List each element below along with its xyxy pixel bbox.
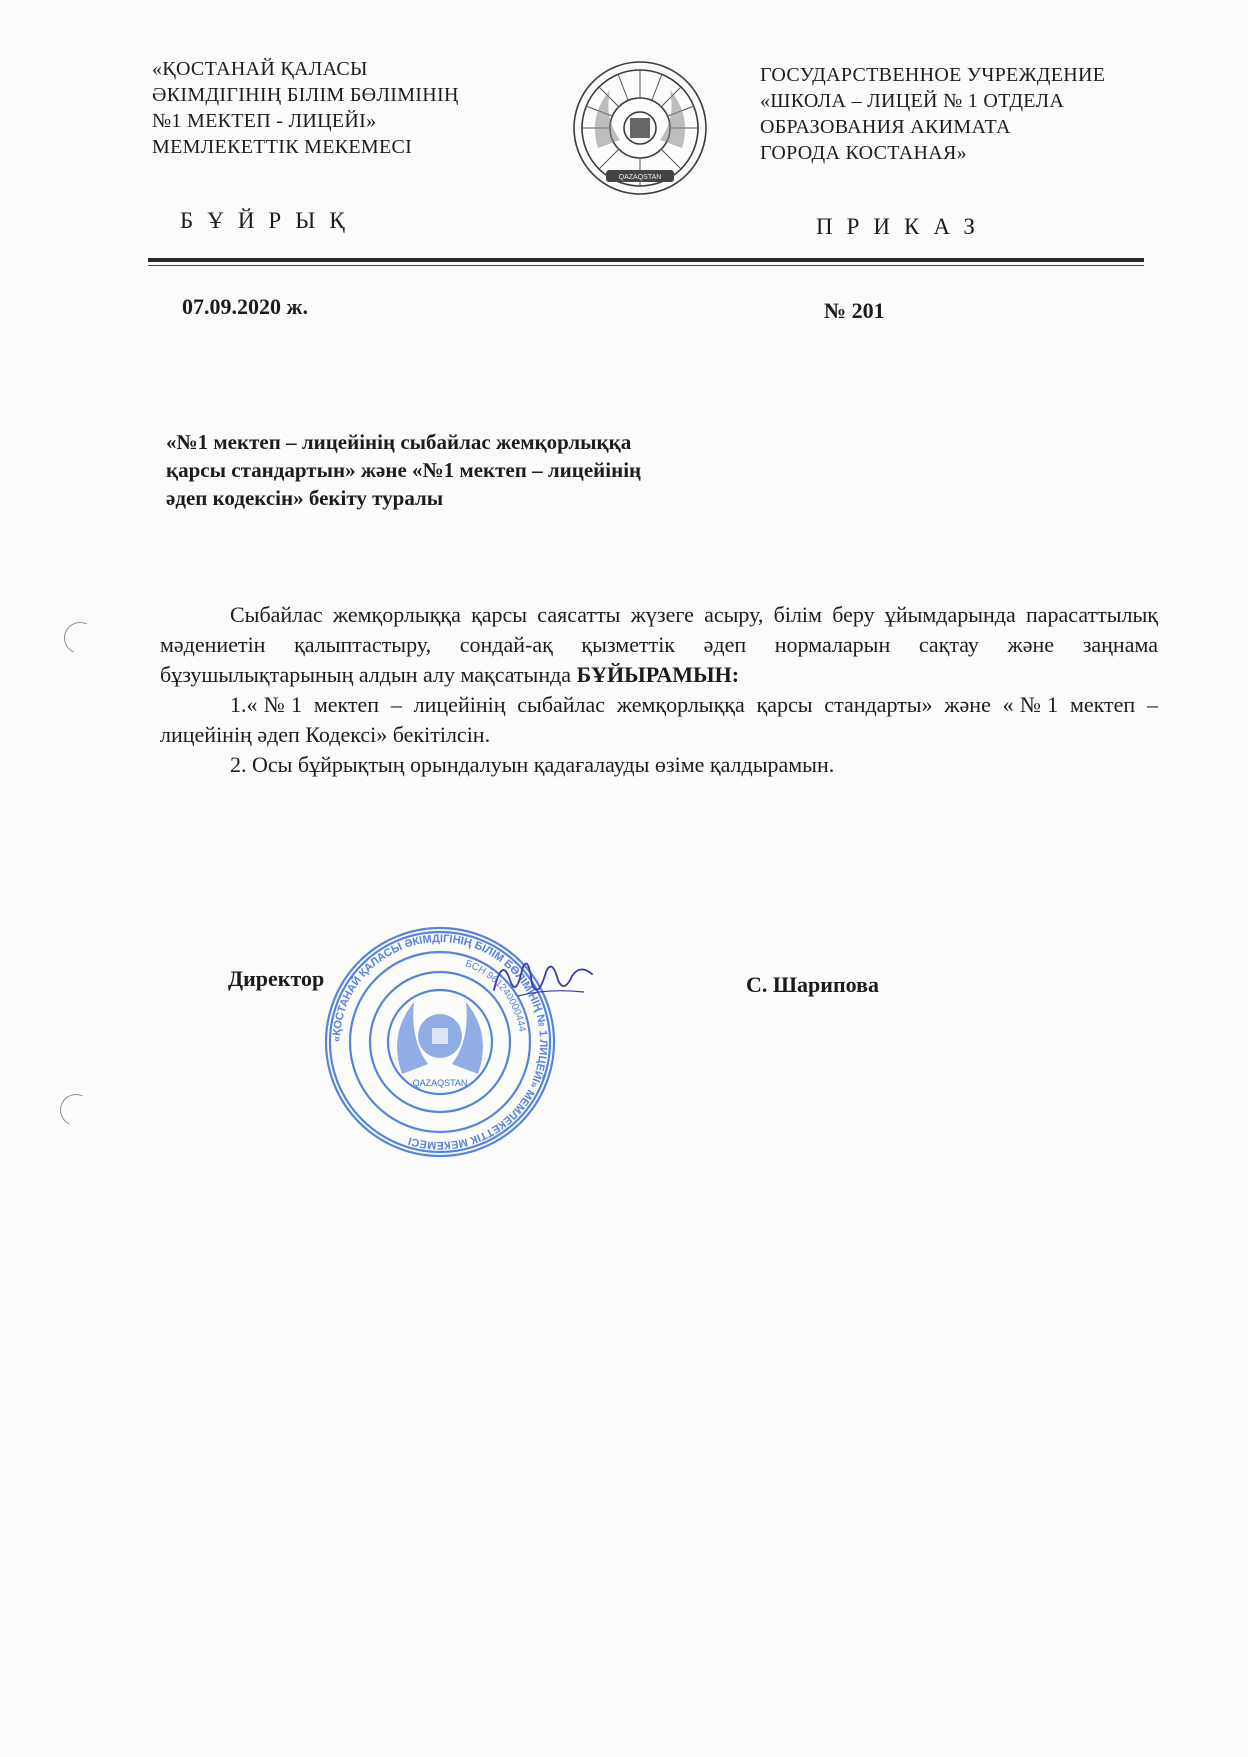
header-right-russian — [760, 62, 1105, 166]
header-right-line: ОБРАЗОВАНИЯ АКИМАТА — [760, 116, 1011, 138]
signatory-role: Директор — [228, 966, 325, 991]
header-divider — [148, 258, 1144, 262]
title-line: «№1 мектеп – лицейінің сыбайлас жемқорлыққа — [166, 430, 632, 454]
state-emblem-icon — [568, 56, 712, 200]
doc-type-kazakh: БҰЙРЫҚ — [180, 208, 359, 233]
header-left-line: ӘКІМДІГІНІҢ БІЛІМ БӨЛІМІНІҢ — [152, 84, 459, 106]
doc-type-russian: ПРИКАЗ — [816, 214, 989, 239]
title-line: қарсы стандартын» және «№1 мектеп – лицейінің — [166, 458, 642, 482]
header-left-line: «ҚОСТАНАЙ ҚАЛАСЫ — [152, 58, 368, 80]
header-left-kazakh — [152, 56, 459, 160]
svg-text:БСН 961240000444: БСН 961240000444 — [463, 958, 528, 1033]
order-title — [166, 428, 866, 512]
signatory-name: С. Шарипова — [746, 972, 879, 997]
body-item-2: 2. Осы бұйрықтың орындалуын қадағалауды өзіме қалдырамын. — [230, 752, 835, 777]
svg-text:«ҚОСТАНАЙ ҚАЛАСЫ ӘКІМДІГІНІҢ Б: «ҚОСТАНАЙ ҚАЛАСЫ ӘКІМДІГІНІҢ БІЛІМ БӨЛІМІНІҢ № 1 ЛИЦЕЙІ» МЕМЛЕКЕТТІК МЕКЕМЕСІ — [330, 932, 550, 1152]
header-left-line: МЕМЛЕКЕТТІК МЕКЕМЕСІ — [152, 136, 413, 158]
body-item-1: 1.«№1 мектеп – лицейінің сыбайлас жемқорлыққа қарсы стандарты» және «№1 мектеп – лицейінің әдеп Кодексі» бекітілсін. — [160, 692, 1158, 747]
header-right-line: «ШКОЛА – ЛИЦЕЙ № 1 ОТДЕЛА — [760, 90, 1065, 112]
header-right-line: ГОСУДАРСТВЕННОЕ УЧРЕЖДЕНИЕ — [760, 64, 1106, 86]
header-left-line: №1 МЕКТЕП - ЛИЦЕЙІ» — [152, 110, 377, 132]
body-intro-command: БҰЙЫРАМЫН: — [576, 662, 740, 687]
header-divider-thin — [148, 265, 1144, 266]
svg-text:QAZAQSTAN: QAZAQSTAN — [618, 174, 662, 181]
header-right-line: ГОРОДА КОСТАНАЯ» — [760, 142, 967, 164]
title-line: әдеп кодексін» бекіту туралы — [166, 486, 444, 510]
order-date: 07.09.2020 ж. — [182, 294, 308, 319]
handwritten-signature — [488, 950, 598, 1006]
punch-hole-icon — [59, 617, 100, 658]
body-intro-paragraph — [160, 600, 1158, 690]
order-number: № 201 — [824, 298, 885, 323]
svg-text:QAZAQSTAN: QAZAQSTAN — [412, 1078, 468, 1088]
punch-hole-icon — [55, 1089, 96, 1130]
body-intro-text: Сыбайлас жемқорлыққа қарсы саясатты жүзеге асыру, білім беру ұйымдарында парасаттылық мәдениетін қалыптастыру, сондай-ақ қызметтік әдеп нормаларын сақтау және заңнама бұзушылықтарының алдын алу мақсатында — [160, 602, 1158, 687]
order-body — [160, 600, 1158, 780]
